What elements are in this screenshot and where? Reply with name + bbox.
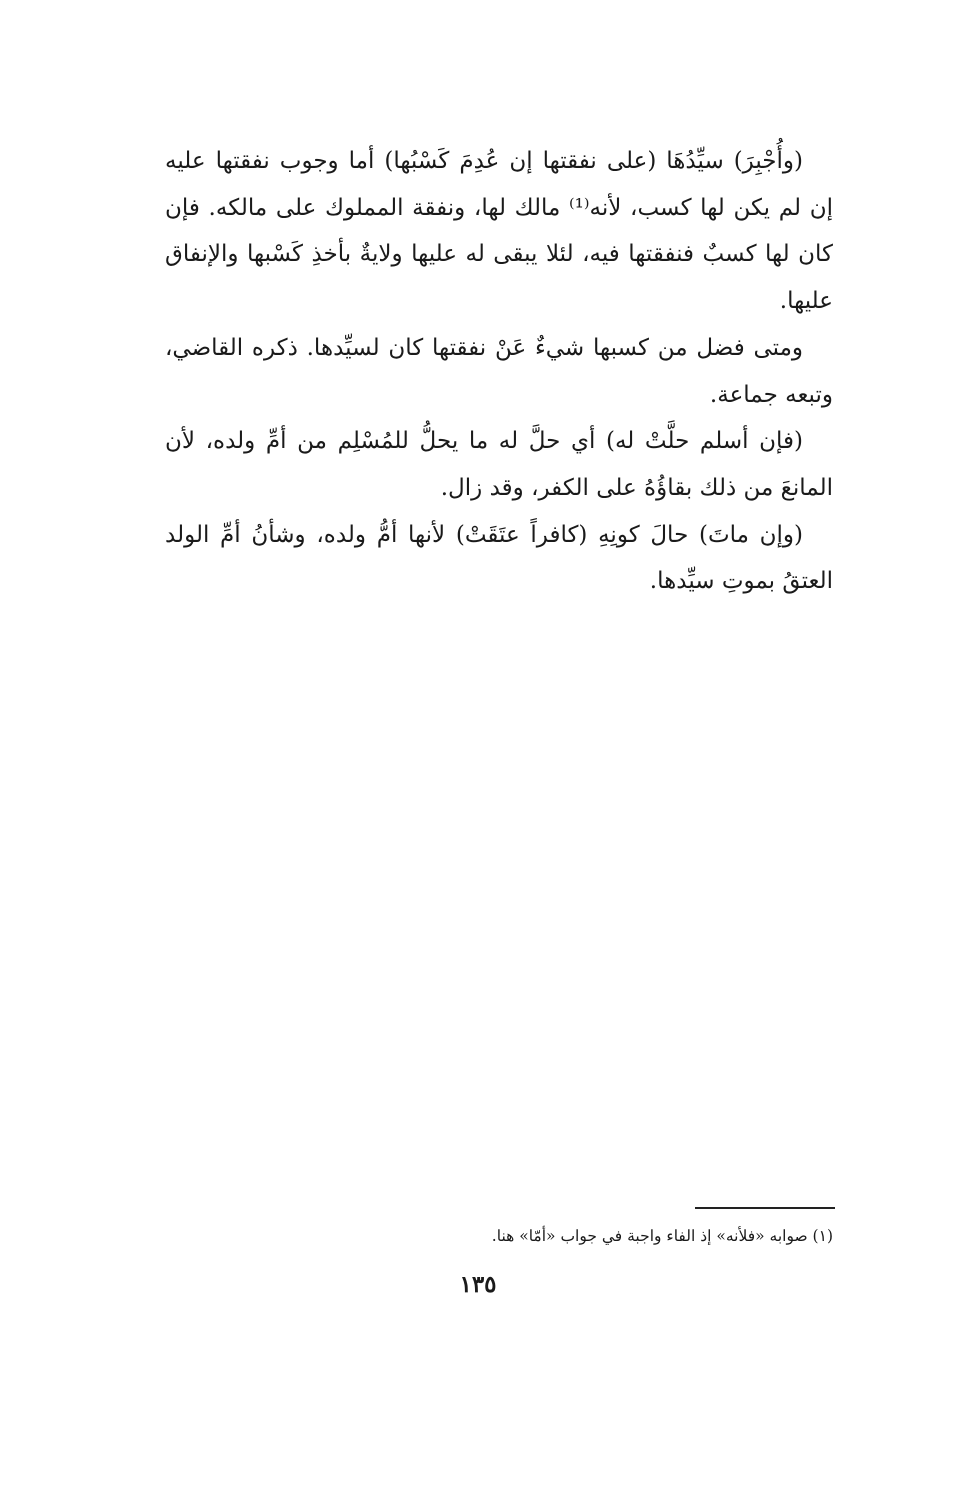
paragraph-3: (فإن أسلم حلَّتْ له) أي حلَّ له ما يحلُّ للمُسْلِم من أمِّ ولده، لأن المانعَ من ذلك بقاؤُهُ على الكفر، وقد زال. [165,428,833,501]
paragraph-2: ومتى فضل من كسبها شيءٌ عَنْ نفقتها كان لسيِّدها. ذكره القاضي، وتبعه جماعة. [165,334,833,408]
page-number: ١٣٥ [459,1271,497,1298]
footnote: (١) صوابه «فلأنه» إذ الفاء واجبة في جواب «أمّا» هنا. [491,1227,833,1245]
main-text [165,138,833,605]
paragraph-1: (وأُجْبِرَ) سيِّدُهَا (على نفقتها إن عُدِمَ كَسْبُها) أما وجوب نفقتها عليه إن لم يكن لها كسب، لأنه⁽¹⁾ مالك لها، ونفقة المملوك على مالكه. فإن كان لها كسبٌ فنفقتها فيه، لئلا يبقى له عليها ولايةٌ بأخذِ كَسْبها والإنفاق عليها. [165,148,833,315]
paragraph-4: (وإن ماتَ) حالَ كونِهِ (كافراً عتَقَتْ) لأنها أمُّ ولده، وشأنُ أمِّ الولد العتقُ بموتِ سيِّدها. [165,521,833,595]
footnote-separator [695,1207,835,1209]
